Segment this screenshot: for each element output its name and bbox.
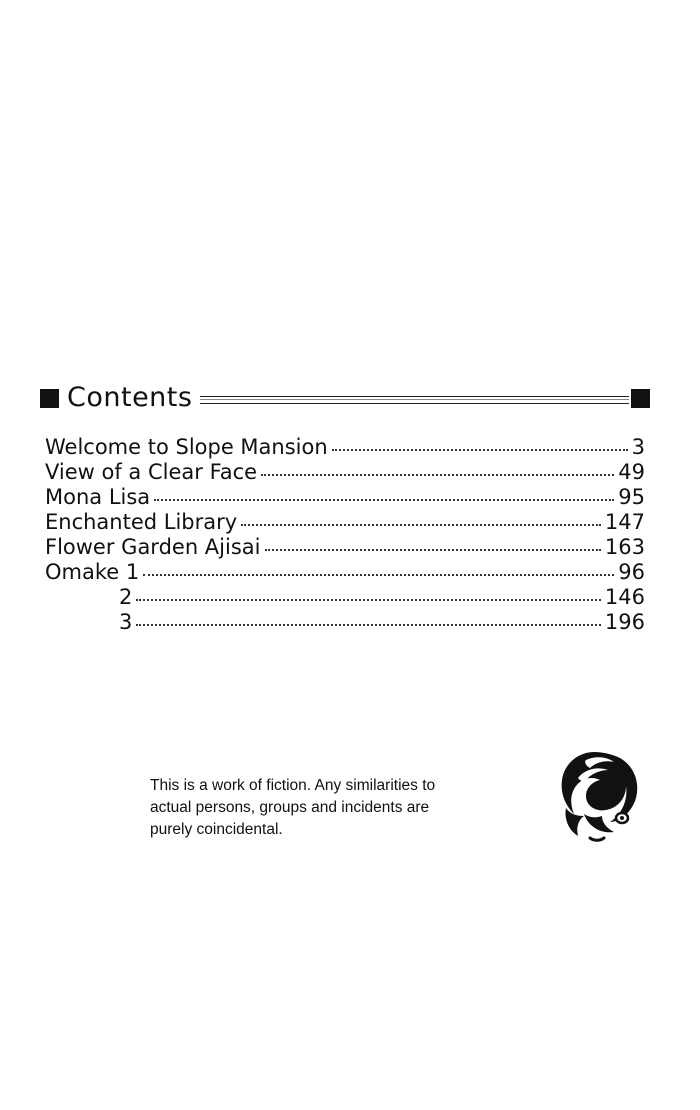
page-title: Contents (67, 382, 193, 413)
dot-leader (136, 598, 601, 601)
header-rule (200, 396, 629, 404)
toc-entry-page: 96 (618, 560, 645, 584)
disclaimer-line: purely coincidental. (150, 821, 283, 838)
toc-entry (45, 610, 645, 635)
dot-leader (241, 523, 601, 526)
square-bullet-icon (631, 389, 650, 408)
dot-leader (265, 548, 601, 551)
toc-entry (45, 510, 645, 535)
toc-entry-page: 196 (604, 610, 645, 634)
toc-entry-page: 147 (604, 510, 645, 534)
publisher-logo-icon (556, 748, 640, 844)
dot-leader (143, 573, 614, 576)
toc-entry (45, 460, 645, 485)
toc-entry (45, 535, 645, 560)
toc-entry-page: 49 (618, 460, 645, 484)
dot-leader (261, 473, 614, 476)
toc-entry (45, 585, 645, 610)
disclaimer-line: actual persons, groups and incidents are (150, 799, 430, 816)
disclaimer-text (150, 775, 510, 841)
table-of-contents (45, 435, 645, 635)
toc-entry-title: 3 (119, 610, 133, 634)
toc-entry-title: Omake 1 (45, 560, 140, 584)
square-bullet-icon (40, 389, 59, 408)
dot-leader (154, 498, 614, 501)
dot-leader (136, 623, 601, 626)
toc-entry-page: 3 (631, 435, 645, 459)
toc-entry (45, 485, 645, 510)
toc-entry-page: 146 (604, 585, 645, 609)
dot-leader (332, 448, 628, 451)
toc-entry-title: Mona Lisa (45, 485, 151, 509)
toc-entry-title: Welcome to Slope Mansion (45, 435, 328, 459)
toc-entry (45, 560, 645, 585)
toc-entry-page: 163 (604, 535, 645, 559)
toc-entry-title: Flower Garden Ajisai (45, 535, 261, 559)
toc-entry-title: View of a Clear Face (45, 460, 258, 484)
contents-header (40, 380, 650, 416)
toc-entry-title: 2 (119, 585, 133, 609)
disclaimer-line: This is a work of fiction. Any similarities to (150, 777, 436, 794)
toc-entry (45, 435, 645, 460)
toc-entry-page: 95 (618, 485, 645, 509)
toc-entry-title: Enchanted Library (45, 510, 238, 534)
